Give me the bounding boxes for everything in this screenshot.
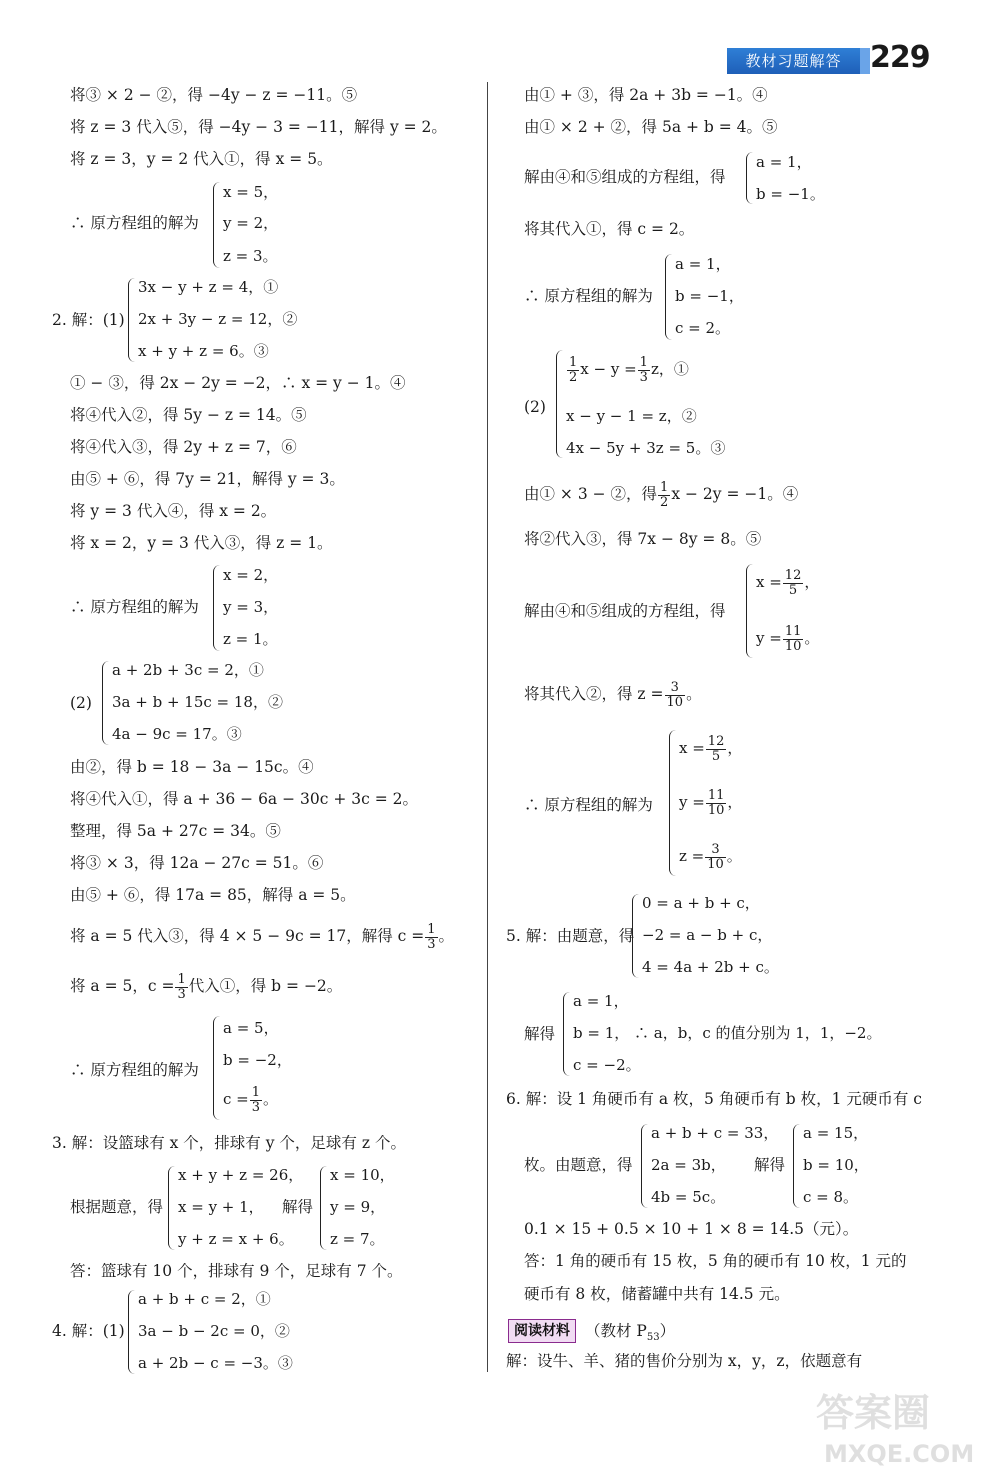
brace: [128, 278, 135, 362]
equation-row: y + z = x + 6。: [178, 1230, 294, 1248]
fraction: [658, 481, 670, 510]
text-line: 将 y = 3 代入④，得 x = 2。: [70, 502, 277, 520]
fraction: [175, 973, 187, 1002]
equation-row: a = 1，: [675, 255, 731, 273]
equation-row: 4 = 4a + 2b + c。: [642, 958, 779, 976]
text-line: 由②，得 b = 18 − 3a − 15c。④: [70, 758, 314, 776]
text-line: 将 z = 3，y = 2 代入①，得 x = 5。: [70, 150, 333, 168]
brace: [213, 1016, 220, 1120]
watermark-text: 答案圈: [816, 1391, 931, 1435]
fraction: [705, 843, 726, 872]
equation-row: [223, 1082, 278, 1116]
brace: [563, 992, 570, 1076]
text-line: 0.1 × 15 + 0.5 × 10 + 1 × 8 = 14.5（元）。: [524, 1220, 859, 1238]
denominator: 5: [788, 582, 798, 598]
text-line: 根据题意，得: [70, 1198, 164, 1216]
text-line: 枚。由题意，得: [524, 1156, 633, 1174]
textbook-reference: [585, 1322, 675, 1347]
text-span: 。: [438, 927, 455, 945]
equation-row: y = 3，: [223, 598, 279, 616]
equation-row: 2a = 3b，: [651, 1156, 726, 1174]
fraction: [638, 356, 650, 385]
denominator: 5: [711, 748, 721, 764]
text-line: 解：设牛、羊、猪的售价分别为 x，y，z，依题意有: [506, 1352, 863, 1370]
equation-system: [213, 182, 279, 268]
brace: [793, 1124, 800, 1208]
equation-row: y = 2，: [223, 214, 279, 232]
problem-label: (2): [70, 694, 92, 712]
text-span: x =: [756, 573, 782, 591]
equation-row: −2 = a − b + c，: [642, 926, 773, 944]
equation-row: a + 2b − c = −3。③: [138, 1354, 293, 1372]
text-span: c =: [223, 1090, 249, 1108]
text-span: （教材 P: [585, 1322, 647, 1340]
text-line: ① − ③，得 2x − 2y = −2，∴ x = y − 1。④: [70, 374, 406, 392]
text-line: 由⑤ + ⑥，得 17a = 85，解得 a = 5。: [70, 886, 356, 904]
equation-row: b = −1，: [675, 287, 744, 305]
column-divider: [487, 82, 488, 1372]
brace: [213, 565, 220, 651]
numerator: 1: [660, 479, 669, 495]
denominator: 10: [707, 802, 725, 818]
brace: [556, 350, 563, 458]
header-badge: 教材习题解答: [727, 48, 860, 74]
fraction: [425, 923, 437, 952]
equation-row: a + b + c = 2，①: [138, 1290, 271, 1308]
equation-row: a = 1，: [756, 153, 812, 171]
equation-row: c = −2。: [573, 1056, 641, 1074]
equation-row: x = 10，: [330, 1166, 395, 1184]
brace: [641, 1124, 648, 1208]
equation-system: [669, 730, 759, 876]
equation-row: z = 3。: [223, 247, 278, 265]
brace: [632, 894, 639, 978]
equation-row: 2x + 3y − z = 12，②: [138, 310, 298, 328]
text-line: 解由④和⑤组成的方程组，得: [524, 602, 726, 620]
denominator: 10: [666, 694, 684, 710]
equation-system: [793, 1124, 873, 1208]
fraction: [783, 625, 804, 654]
fraction: [706, 735, 727, 764]
text-span: ，: [727, 739, 743, 757]
text-line: [70, 968, 342, 1004]
equation-row: a + 2b + 3c = 2，①: [112, 661, 264, 679]
text-line: 将其代入①，得 c = 2。: [524, 220, 695, 238]
solution-label: ∴ 原方程组的解为: [524, 796, 653, 814]
text-line: 将④代入②，得 5y − z = 14。⑤: [70, 406, 307, 424]
denominator: 3: [251, 1099, 261, 1115]
brace: [746, 564, 753, 658]
text-line: 将④代入③，得 2y + z = 7，⑥: [70, 438, 297, 456]
text-span: x − 2y = −1。④: [671, 485, 799, 503]
equation-system: [632, 894, 779, 978]
equation-row: 4b = 5c。: [651, 1188, 726, 1206]
equation-row: [566, 352, 689, 386]
equation-row: b = 1， ∴ a，b，c 的值分别为 1，1，−2。: [573, 1024, 882, 1042]
brace: [102, 661, 109, 745]
equation-row: 0 = a + b + c，: [642, 894, 760, 912]
text-span: z =: [679, 847, 705, 865]
text-span: y =: [679, 793, 705, 811]
text-line: [70, 918, 454, 954]
text-line: 解得: [282, 1198, 314, 1216]
fraction: [567, 356, 579, 385]
denominator: 2: [569, 369, 578, 385]
text-span: 。: [686, 685, 702, 703]
equation-row: b = −2，: [223, 1051, 292, 1069]
equation-row: c = 8。: [803, 1188, 859, 1206]
text-line: 硬币有 8 枚，储蓄罐中共有 14.5 元。: [524, 1285, 790, 1303]
text-span: 代入①，得 b = −2。: [188, 977, 343, 995]
brace: [168, 1166, 175, 1250]
equation-system: [746, 152, 826, 204]
denominator: 2: [660, 494, 669, 510]
text-span: ，: [727, 793, 743, 811]
equation-row: x = 2，: [223, 566, 279, 584]
numerator: 1: [177, 971, 186, 987]
text-span: ）: [659, 1322, 676, 1340]
numerator: 3: [665, 681, 686, 696]
text-line: 将③ × 3，得 12a − 27c = 51。⑥: [70, 854, 324, 872]
text-line: 将③ × 2 − ②，得 −4y − z = −11。⑤: [70, 86, 358, 104]
fraction: [783, 569, 804, 598]
fraction: [250, 1086, 262, 1115]
fraction: [706, 789, 727, 818]
denominator: 10: [784, 638, 802, 654]
equation-system: [665, 254, 745, 340]
text-line: 由① + ③，得 2a + 3b = −1。④: [524, 86, 768, 104]
text-span: ，: [804, 573, 820, 591]
equation-row: [756, 564, 819, 600]
text-line: 解由④和⑤组成的方程组，得: [524, 168, 726, 186]
equation-row: c = 2。: [675, 319, 731, 337]
equation-system: [556, 350, 726, 458]
text-line: 整理，得 5a + 27c = 34。⑤: [70, 822, 281, 840]
text-line: 6. 解：设 1 角硬币有 a 枚，5 角硬币有 b 枚，1 元硬币有 c: [506, 1090, 922, 1108]
text-line: 将 z = 3 代入⑤，得 −4y − 3 = −11，解得 y = 2。: [70, 118, 447, 136]
equation-system: [320, 1166, 395, 1250]
text-line: 由⑤ + ⑥，得 7y = 21，解得 y = 3。: [70, 470, 345, 488]
equation-row: 4x − 5y + 3z = 5。③: [566, 439, 726, 457]
numerator: 1: [251, 1084, 261, 1100]
text-span: x =: [679, 739, 705, 757]
equation-row: x − y − 1 = z，②: [566, 407, 697, 425]
brace: [320, 1166, 327, 1250]
brace: [213, 182, 220, 268]
equation-row: b = 10，: [803, 1156, 869, 1174]
equation-row: [756, 620, 819, 656]
equation-row: x + y + z = 6。③: [138, 342, 269, 360]
equation-row: y = 9，: [330, 1198, 386, 1216]
equation-row: a = 5，: [223, 1019, 279, 1037]
text-line: 答：1 角的硬币有 15 枚，5 角的硬币有 10 枚，1 元的: [524, 1252, 907, 1270]
equation-row: x = 5，: [223, 183, 279, 201]
solution-label: ∴ 原方程组的解为: [524, 287, 653, 305]
equation-row: x + y + z = 26，: [178, 1166, 304, 1184]
text-line: [524, 476, 798, 512]
equation-row: a + b + c = 33，: [651, 1124, 779, 1142]
equation-system: [128, 1290, 298, 1374]
equation-system: [746, 564, 836, 658]
text-span: x − y =: [580, 360, 637, 378]
text-span: 。: [804, 629, 820, 647]
equation-system: [213, 565, 279, 651]
numerator: 11: [784, 623, 802, 639]
equation-row: 3x − y + z = 4，①: [138, 278, 279, 296]
numerator: 12: [707, 733, 725, 749]
denominator: 3: [639, 369, 648, 385]
text-line: [524, 676, 702, 712]
equation-row: [679, 838, 742, 874]
equation-row: [679, 784, 742, 820]
equation-row: z = 7。: [330, 1230, 385, 1248]
text-span: 将 a = 5，c =: [70, 977, 175, 995]
equation-row: 3a + b + 15c = 18，②: [112, 693, 283, 711]
text-span: 。: [726, 847, 742, 865]
text-line: 解得: [754, 1156, 786, 1174]
brace: [669, 730, 676, 876]
equation-row: z = 1。: [223, 630, 278, 648]
denominator: 3: [177, 986, 186, 1002]
text-line: 将②代入③，得 7x − 8y = 8。⑤: [524, 530, 762, 548]
numerator: 1: [569, 354, 578, 370]
text-span: 。: [263, 1090, 279, 1108]
watermark-url: MXQE.COM: [824, 1440, 975, 1468]
text-span: z，①: [650, 360, 689, 378]
text-line: 将 x = 2，y = 3 代入③，得 z = 1。: [70, 534, 333, 552]
page-subscript: 53: [646, 1332, 660, 1344]
equation-system: [102, 661, 283, 745]
equation-row: 3a − b − 2c = 0，②: [138, 1322, 290, 1340]
reading-material-tag: 阅读材料: [508, 1319, 576, 1343]
denominator: 3: [427, 936, 436, 952]
equation-system: [563, 992, 893, 1076]
text-span: 由① × 3 − ②，得: [524, 485, 658, 503]
solution-label: ∴ 原方程组的解为: [70, 214, 199, 232]
brace: [128, 1290, 135, 1374]
text-line: 由① × 2 + ②，得 5a + b = 4。⑤: [524, 118, 778, 136]
denominator: 10: [707, 856, 724, 872]
solution-label: ∴ 原方程组的解为: [70, 598, 199, 616]
fraction: [665, 681, 686, 710]
problem-label: 5. 解：由题意，得: [506, 927, 635, 945]
numerator: 11: [707, 787, 725, 803]
text-line: 将④代入①，得 a + 36 − 6a − 30c + 3c = 2。: [70, 790, 419, 808]
equation-row: [679, 730, 742, 766]
numerator: 12: [784, 567, 802, 583]
equation-row: x = y + 1，: [178, 1198, 264, 1216]
problem-label: (2): [524, 398, 546, 416]
brace: [665, 254, 672, 340]
text-line: 解得: [524, 1025, 556, 1043]
problem-label: 2. 解：(1): [52, 311, 125, 329]
numerator: 1: [427, 921, 436, 937]
text-line: 3. 解：设篮球有 x 个，排球有 y 个，足球有 z 个。: [52, 1134, 406, 1152]
numerator: 3: [705, 843, 726, 858]
equation-system: [128, 278, 298, 362]
brace: [746, 152, 753, 204]
watermark-logo: [810, 1378, 990, 1468]
problem-label: 4. 解：(1): [52, 1322, 125, 1340]
text-line: 答：篮球有 10 个，排球有 9 个，足球有 7 个。: [70, 1262, 403, 1280]
text-span: 将其代入②，得 z =: [524, 685, 664, 703]
equation-system: [213, 1016, 293, 1120]
numerator: 1: [639, 354, 648, 370]
equation-row: a = 1，: [573, 992, 629, 1010]
equation-row: 4a − 9c = 17。③: [112, 725, 242, 743]
text-span: y =: [756, 629, 782, 647]
text-span: 将 a = 5 代入③，得 4 × 5 − 9c = 17，解得 c =: [70, 927, 425, 945]
page-number: 229: [870, 40, 930, 75]
equation-row: b = −1。: [756, 185, 825, 203]
solution-label: ∴ 原方程组的解为: [70, 1061, 199, 1079]
equation-row: a = 15，: [803, 1124, 869, 1142]
